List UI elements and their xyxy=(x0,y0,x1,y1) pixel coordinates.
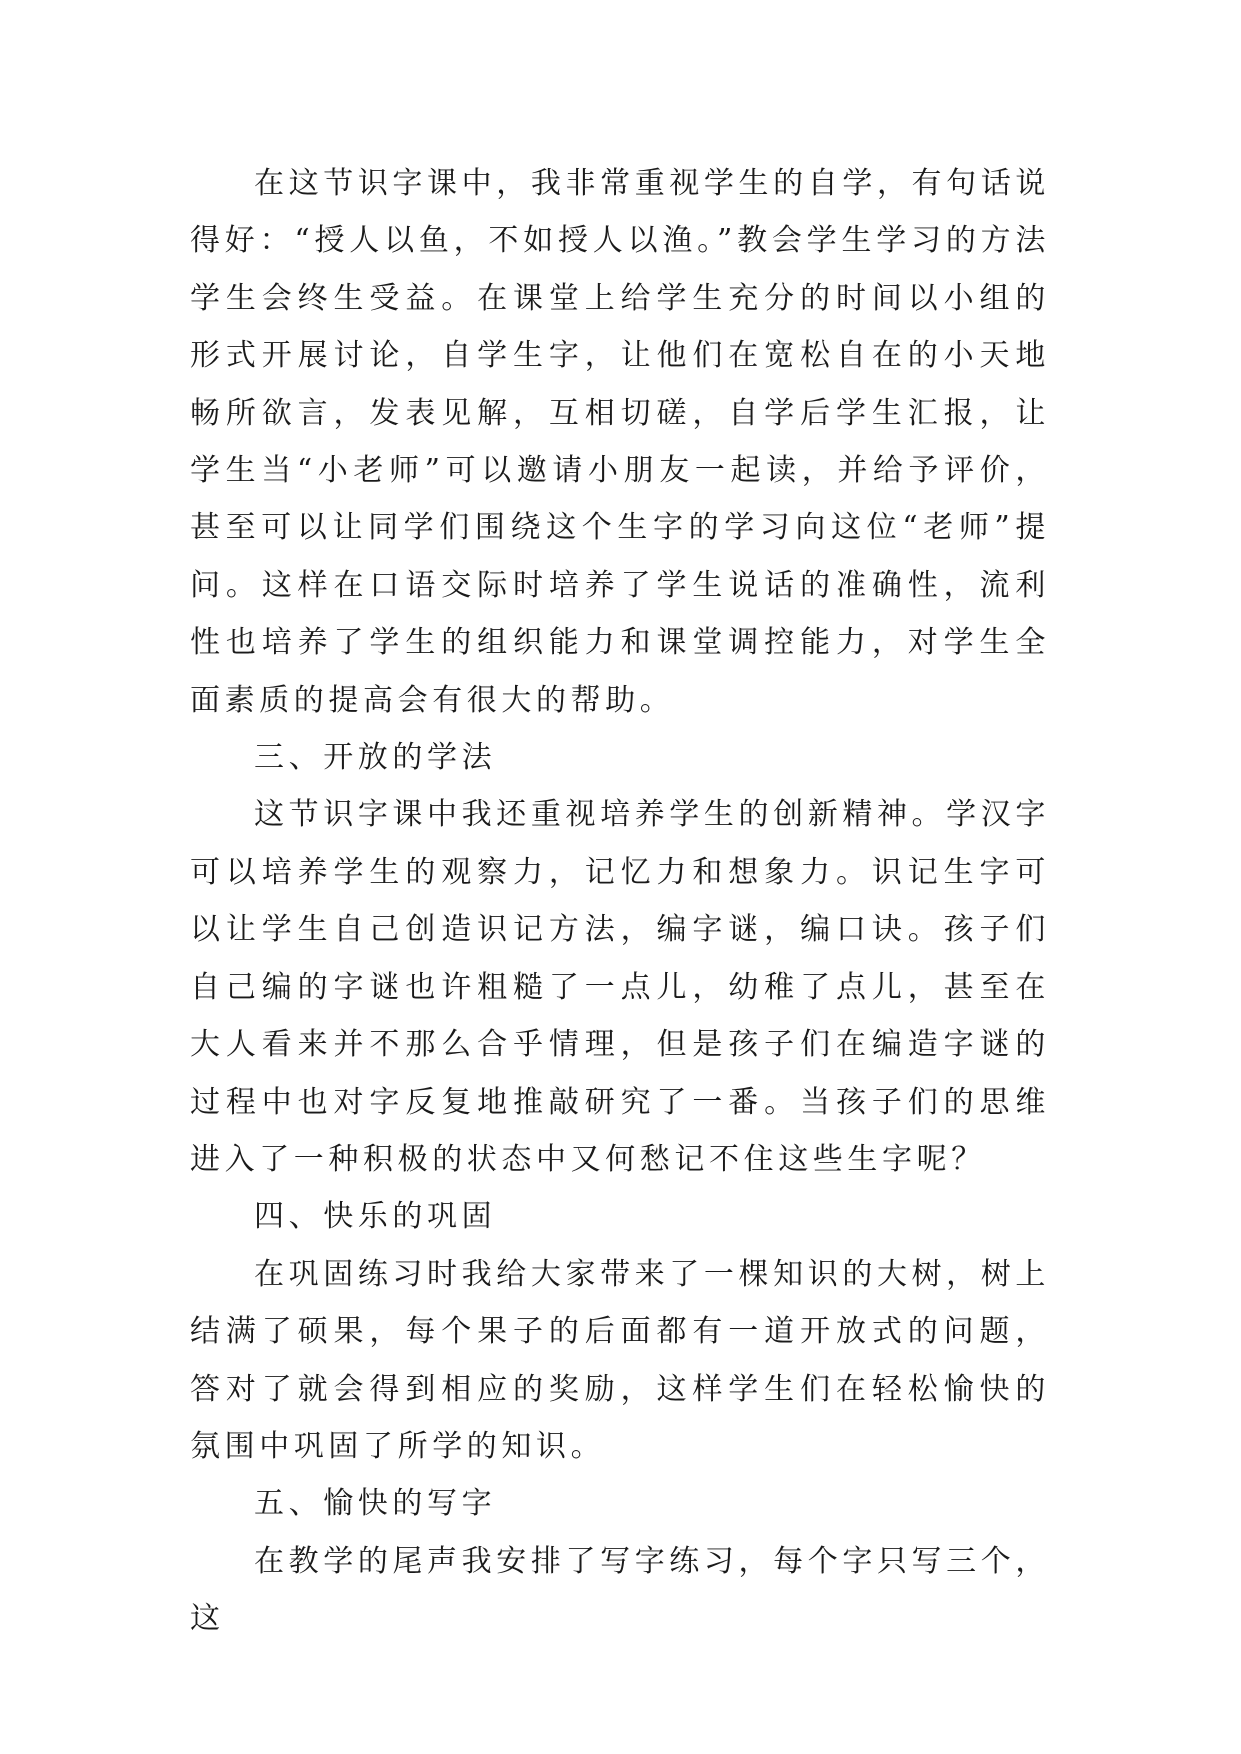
document-body xyxy=(190,155,1050,1648)
paragraph-innovation: 这节识字课中我还重视培养学生的创新精神。学汉字可以培养学生的观察力，记忆力和想象力。识记生字可以让学生自己创造识记方法，编字谜，编口诀。孩子们自己编的字谜也许粗糙了一点儿，幼稚了点儿，甚至在大人看来并不那么合乎情理，但是孩子们在编造字谜的过程中也对字反复地推敲研究了一番。当孩子们的思维进入了一种积极的状态中又何愁记不住这些生字呢？ xyxy=(190,797,1050,1177)
paragraph-writing-practice: 在教学的尾声我安排了写字练习，每个字只写三个，这 xyxy=(190,1543,1050,1637)
section-heading-open-learning: 三、开放的学法 xyxy=(254,740,497,776)
paragraph-self-study: 在这节识字课中，我非常重视学生的自学，有句话说得好：“授人以鱼，不如授人以渔。”教会学生学习的方法学生会终生受益。在课堂上给学生充分的时间以小组的形式开展讨论，自学生字，让他们在宽松自在的小天地畅所欲言，发表见解，互相切磋，自学后学生汇报，让学生当“小老师”可以邀请小朋友一起读，并给予评价，甚至可以让同学们围绕这个生字的学习向这位“老师”提问。这样在口语交际时培养了学生说话的准确性，流利性也培养了学生的组织能力和课堂调控能力，对学生全面素质的提高会有很大的帮助。 xyxy=(190,166,1050,718)
section-heading-happy-consolidation: 四、快乐的巩固 xyxy=(254,1199,497,1235)
paragraph-knowledge-tree: 在巩固练习时我给大家带来了一棵知识的大树，树上结满了硕果，每个果子的后面都有一道开放式的问题，答对了就会得到相应的奖励，这样学生们在轻松愉快的氛围中巩固了所学的知识。 xyxy=(190,1256,1050,1464)
section-heading-happy-writing: 五、愉快的写字 xyxy=(254,1486,497,1522)
